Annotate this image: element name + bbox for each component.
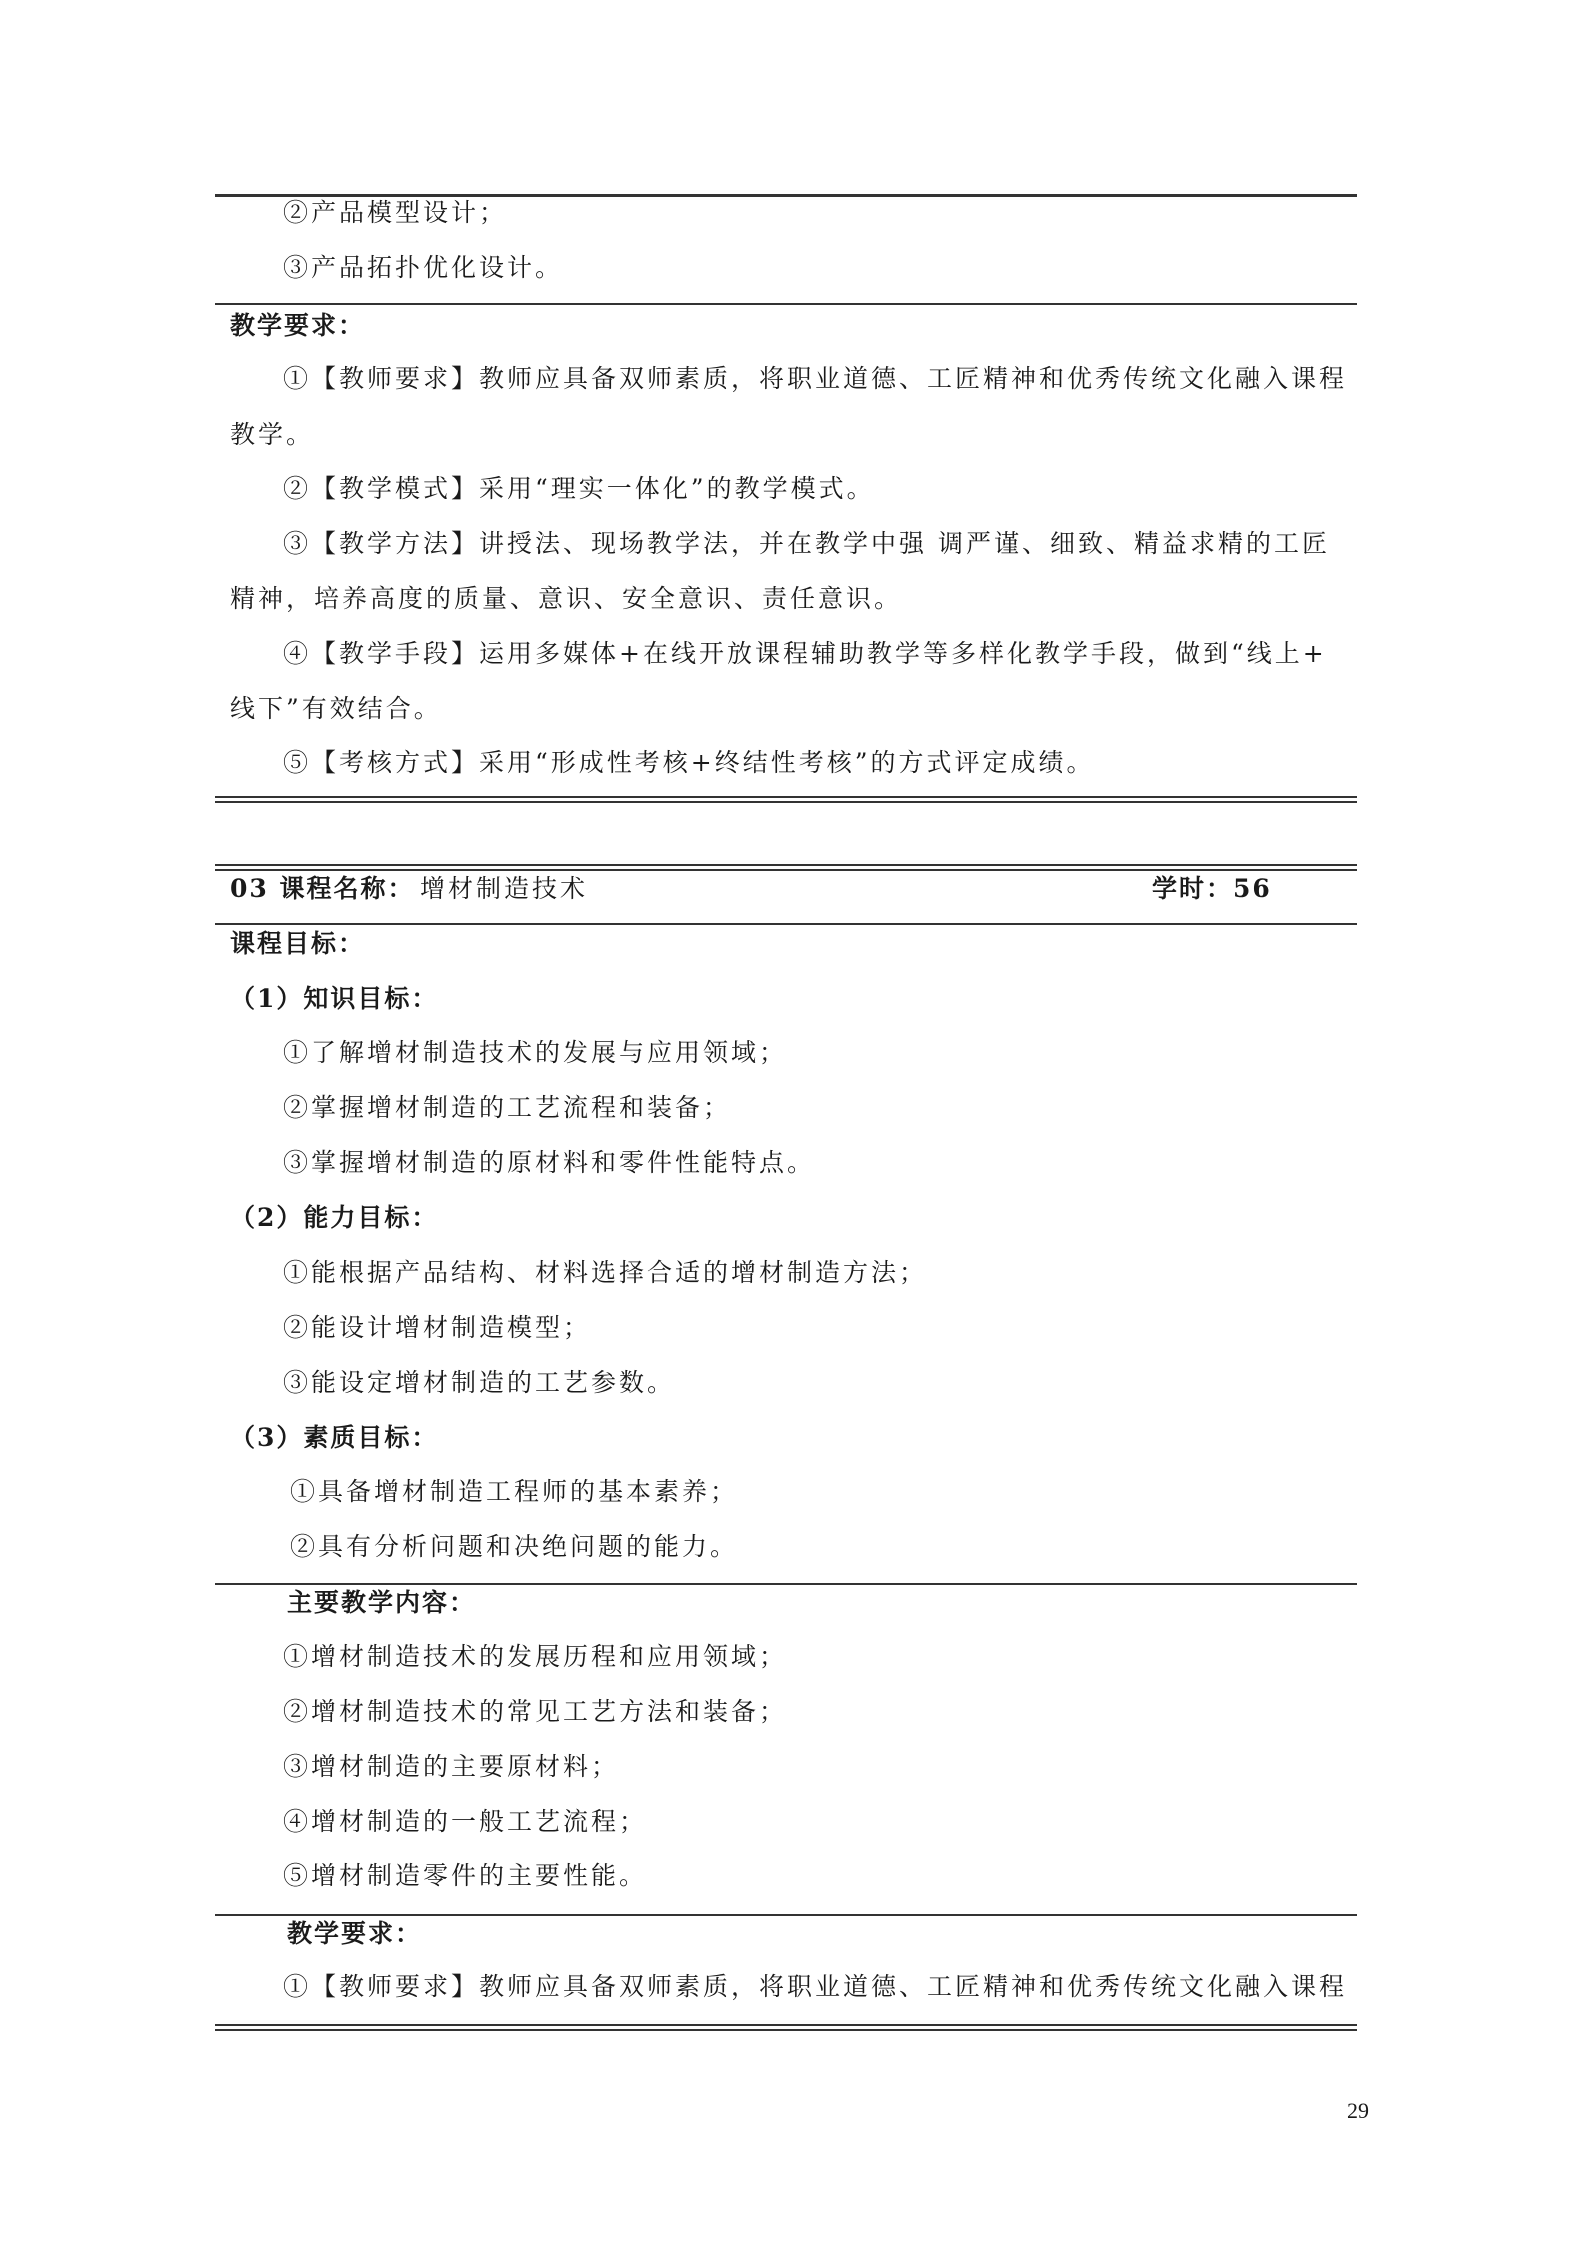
objectives-heading: 课程目标： xyxy=(230,929,366,958)
list-item: ③掌握增材制造的原材料和零件性能特点。 xyxy=(283,1148,816,1177)
content-item: ①增材制造技术的发展历程和应用领域； xyxy=(283,1642,788,1671)
section-divider xyxy=(215,1583,1357,1585)
list-item: ②具有分析问题和决绝问题的能力。 xyxy=(290,1532,739,1561)
quality-heading: （3）素质目标： xyxy=(230,1423,439,1452)
requirement-line: 精神，培养高度的质量、意识、安全意识、责任意识。 xyxy=(230,584,903,613)
requirements-heading: 教学要求： xyxy=(287,1919,423,1948)
content-item: ⑤增材制造零件的主要性能。 xyxy=(283,1861,648,1890)
table-bottom-rule xyxy=(215,796,1357,803)
course-number-label: 03 课程名称： xyxy=(230,874,415,903)
page-number: 29 xyxy=(1347,2098,1369,2123)
knowledge-heading: （1）知识目标： xyxy=(230,984,439,1013)
section-heading: 教学要求： xyxy=(230,311,366,340)
requirement-line: ④【教学手段】运用多媒体+在线开放课程辅助教学等多样化教学手段，做到“线上+ xyxy=(283,639,1327,668)
content-item: ④增材制造的一般工艺流程； xyxy=(283,1807,648,1836)
list-item: ①具备增材制造工程师的基本素养； xyxy=(290,1477,739,1506)
content-item: ③增材制造的主要原材料； xyxy=(283,1752,620,1781)
requirement-line: ①【教师要求】教师应具备双师素质，将职业道德、工匠精神和优秀传统文化融入课程 xyxy=(283,364,1348,393)
ability-heading: （2）能力目标： xyxy=(230,1203,439,1232)
section-divider xyxy=(215,303,1357,305)
requirement-line: ①【教师要求】教师应具备双师素质，将职业道德、工匠精神和优秀传统文化融入课程 xyxy=(283,1972,1348,2001)
requirement-line: 线下”有效结合。 xyxy=(230,694,442,723)
list-item: ③能设定增材制造的工艺参数。 xyxy=(283,1368,676,1397)
requirement-line: ②【教学模式】采用“理实一体化”的教学模式。 xyxy=(283,474,875,503)
list-item: ②掌握增材制造的工艺流程和装备； xyxy=(283,1093,732,1122)
course-name: 增材制造技术 xyxy=(420,874,589,903)
list-item: ①能根据产品结构、材料选择合适的增材制造方法； xyxy=(283,1258,928,1287)
table-bottom-rule xyxy=(215,2024,1357,2031)
list-item: ②能设计增材制造模型； xyxy=(283,1313,592,1342)
list-item: ①了解增材制造技术的发展与应用领域； xyxy=(283,1038,788,1067)
content-item: ②产品模型设计； xyxy=(283,198,508,227)
requirement-line: ③【教学方法】讲授法、现场教学法，并在教学中强 调严谨、细致、精益求精的工匠 xyxy=(283,529,1330,558)
table-top-rule xyxy=(215,864,1357,871)
content-heading: 主要教学内容： xyxy=(287,1588,477,1617)
content-item: ③产品拓扑优化设计。 xyxy=(283,253,564,282)
section-divider xyxy=(215,923,1357,925)
requirement-line: ⑤【考核方式】采用“形成性考核+终结性考核”的方式评定成绩。 xyxy=(283,748,1095,777)
requirement-line: 教学。 xyxy=(230,420,315,449)
course-hours: 学时：56 xyxy=(1152,874,1272,903)
section-divider xyxy=(215,1914,1357,1916)
content-item: ②增材制造技术的常见工艺方法和装备； xyxy=(283,1697,788,1726)
